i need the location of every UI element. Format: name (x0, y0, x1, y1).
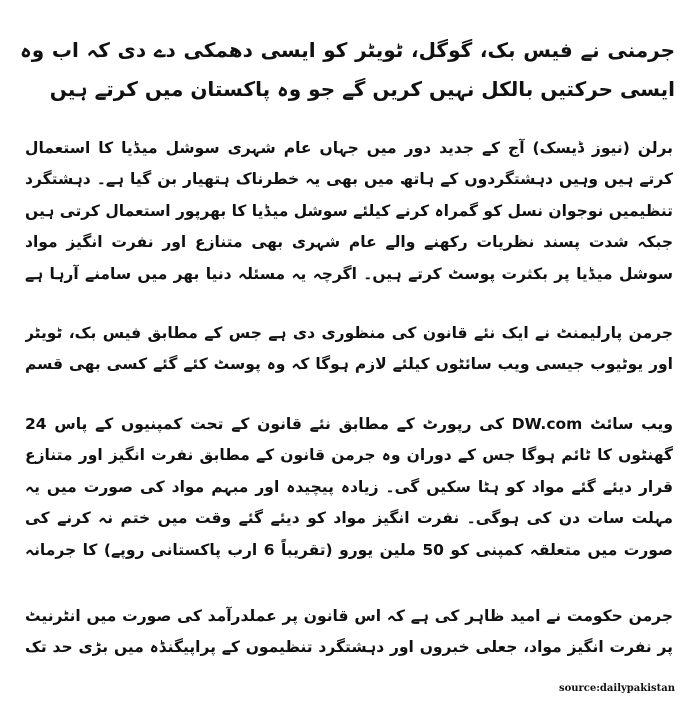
article-paragraph-3: ویب سائٹ DW.com کی رپورٹ کے مطابق نئے قانون کے تحت کمپنیوں کے پاس 24 گھنٹوں کا ٹائم ہوگا جس کے دوران وہ جرمن قانون کے مطابق نفرت انگیز اور متنازع قرار دیئے گئے مواد کو ہٹا سکیں گی۔ زیادہ پیچیدہ اور مبہم مواد کی صورت میں یہ مہلت سات دن کی ہوگی۔ نفرت انگیز مواد کو دیئے گئے وقت میں ختم نہ کرنے کی صورت میں متعلقہ کمپنی کو 50 ملین یورو (تقریباً 6 ارب پاکستانی روپے) کا جرمانہ (25, 414, 673, 559)
article-paragraph-1: برلن (نیوز ڈیسک) آج کے جدید دور میں جہاں عام شہری سوشل میڈیا کا استعمال کرتے ہیں وہیں دہشتگردوں کے ہاتھ میں بھی یہ خطرناک ہتھیار بن گیا ہے۔ دہشتگرد تنظیمیں نوجوان نسل کو گمراہ کرنے کیلئے سوشل میڈیا کا بھرپور استعمال کرتی ہیں جبکہ شدت پسند نظریات رکھنے والے عام شہری بھی متنازع اور نفرت انگیز مواد سوشل میڈیا پر بکثرت پوسٹ کرتے ہیں۔ اگرچہ یہ مسئلہ دنیا بھر میں سامنے آرہا ہے (25, 138, 673, 283)
article-paragraph-2: جرمن پارلیمنٹ نے ایک نئے قانون کی منظوری دی ہے جس کے مطابق فیس بک، ٹویٹر اور یوٹیوب جیسی ویب سائٹوں کیلئے لازم ہوگا کہ وہ پوسٹ کئے گئے کسی بھی قسم (25, 323, 673, 373)
article-paragraph-4: جرمن حکومت نے امید ظاہر کی ہے کہ اس قانون پر عملدرآمد کی صورت میں انٹرنیٹ پر نفرت انگیز مواد، جعلی خبروں اور دہشتگرد تنظیموں کے پراپیگنڈہ میں بڑی حد تک (25, 606, 673, 656)
source-credit: source:dailypakistan (558, 683, 675, 694)
article-headline: جرمنی نے فیس بک، گوگل، ٹویٹر کو ایسی دھمکی دے دی کہ اب وہ ایسی حرکتیں بالکل نہیں کریں گے جو وہ پاکستان میں کرتے ہیں (20, 38, 675, 102)
